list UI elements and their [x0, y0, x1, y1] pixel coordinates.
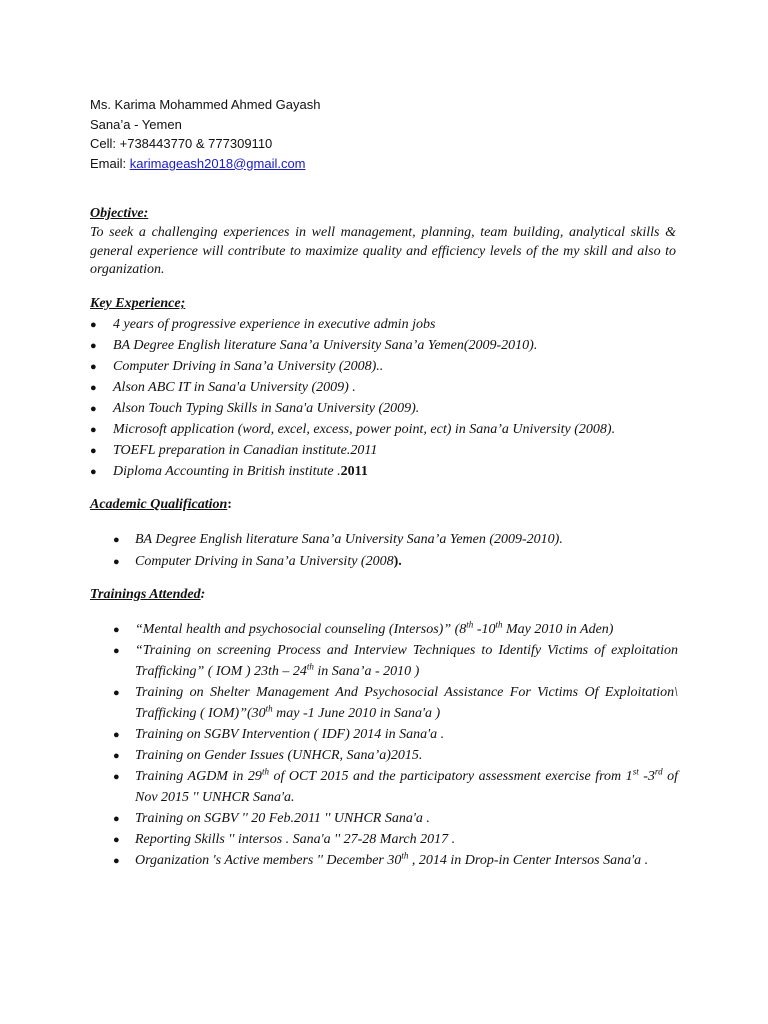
list-item: ● Alson ABC IT in Sana'a University (2009) .: [90, 380, 356, 395]
objective-text: To seek a challenging experiences in well management, planning, team building, analytical skills & general experience will contribute to maximize quality and efficiency levels of the my skill and also to organization.: [90, 225, 676, 277]
key-experience-list: [90, 316, 680, 484]
bullet-icon: ●: [113, 834, 120, 846]
list-item: ● Reporting Skills '' intersos . Sana'a '' 27-28 March 2017 .: [113, 829, 678, 850]
list-item: ● Alson Touch Typing Skills in Sana'a University (2009).: [90, 401, 420, 416]
email-label: Email:: [90, 155, 130, 171]
list-item: ● BA Degree English literature Sana’a University Sana’a Yemen (2009-2010).: [113, 532, 563, 547]
bullet-icon: ●: [90, 466, 97, 478]
list-item: ● Computer Driving in Sana’a University (2008)..: [90, 359, 384, 374]
list-item: ● TOEFL preparation in Canadian institute.2011: [90, 443, 378, 458]
list-item: ● Training on SGBV Intervention ( IDF) 2014 in Sana'a .: [113, 724, 678, 745]
bullet-icon: ●: [90, 445, 97, 457]
applicant-name: Ms. Karima Mohammed Ahmed Gayash: [90, 97, 321, 112]
list-item: ● 4 years of progressive experience in executive admin jobs: [90, 317, 436, 332]
applicant-location: Sana’a - Yemen: [90, 116, 182, 132]
list-item: ● Organization 's Active members '' December 30th , 2014 in Drop-in Center Intersos Sana'a .: [113, 850, 678, 871]
list-item: ● Diploma Accounting in British institute .2011: [90, 464, 368, 479]
bullet-icon: ●: [113, 855, 120, 867]
bullet-icon: ●: [113, 556, 120, 568]
bullet-icon: ●: [113, 687, 120, 699]
bullet-icon: ●: [90, 340, 97, 352]
list-item: ● BA Degree English literature Sana’a University Sana’a Yemen(2009-2010).: [90, 338, 538, 353]
list-item: ● “Mental health and psychosocial counseling (Intersos)” (8th -10th May 2010 in Aden): [113, 619, 678, 640]
bullet-icon: ●: [113, 771, 120, 783]
list-item: ● Computer Driving in Sana’a University (2008).: [113, 554, 402, 569]
applicant-email-line: [90, 154, 320, 174]
list-item: ● Training on Shelter Management And Psychosocial Assistance For Victims Of Exploitation\ Trafficking ( IOM)”(30th may -1 June 2010 in Sana'a ): [113, 685, 678, 721]
bullet-icon: ●: [90, 424, 97, 436]
applicant-phone: Cell: +738443770 & 777309110: [90, 136, 273, 151]
trainings-list: [113, 619, 678, 871]
list-item: ● “Training on screening Process and Interview Techniques to Identify Victims of exploitation Trafficking” ( IOM ) 23th – 24th in Sana’a - 2010 ): [113, 643, 678, 679]
bullet-icon: ●: [90, 382, 97, 394]
bullet-icon: ●: [90, 403, 97, 415]
year-bold: 2011: [340, 464, 368, 479]
bullet-icon: ●: [113, 645, 120, 657]
academic-list: [113, 531, 678, 575]
list-item: ● Training AGDM in 29th of OCT 2015 and the participatory assessment exercise from 1st -3rd of Nov 2015 '' UNHCR Sana'a.: [113, 766, 679, 805]
trainings-heading: Trainings Attended:: [90, 587, 206, 602]
key-experience-heading: Key Experience;: [90, 296, 186, 311]
email-link[interactable]: karimageash2018@gmail.com: [129, 155, 306, 171]
bullet-icon: ●: [90, 319, 97, 331]
objective-heading: Objective:: [90, 206, 149, 221]
contact-block: [90, 95, 320, 173]
bullet-icon: ●: [113, 729, 120, 741]
bullet-icon: ●: [90, 361, 97, 373]
list-item: ● Training on SGBV '' 20 Feb.2011 '' UNHCR Sana'a .: [113, 808, 678, 829]
list-item: ● Training on Gender Issues (UNHCR, Sana’a)2015.: [113, 745, 678, 766]
list-item: ● Microsoft application (word, excel, excess, power point, ect) in Sana’a University (2008).: [90, 422, 616, 437]
bullet-icon: ●: [113, 534, 120, 546]
bullet-icon: ●: [113, 813, 120, 825]
bullet-icon: ●: [113, 750, 120, 762]
bullet-icon: ●: [113, 624, 120, 636]
academic-heading: Academic Qualification:: [90, 497, 232, 512]
